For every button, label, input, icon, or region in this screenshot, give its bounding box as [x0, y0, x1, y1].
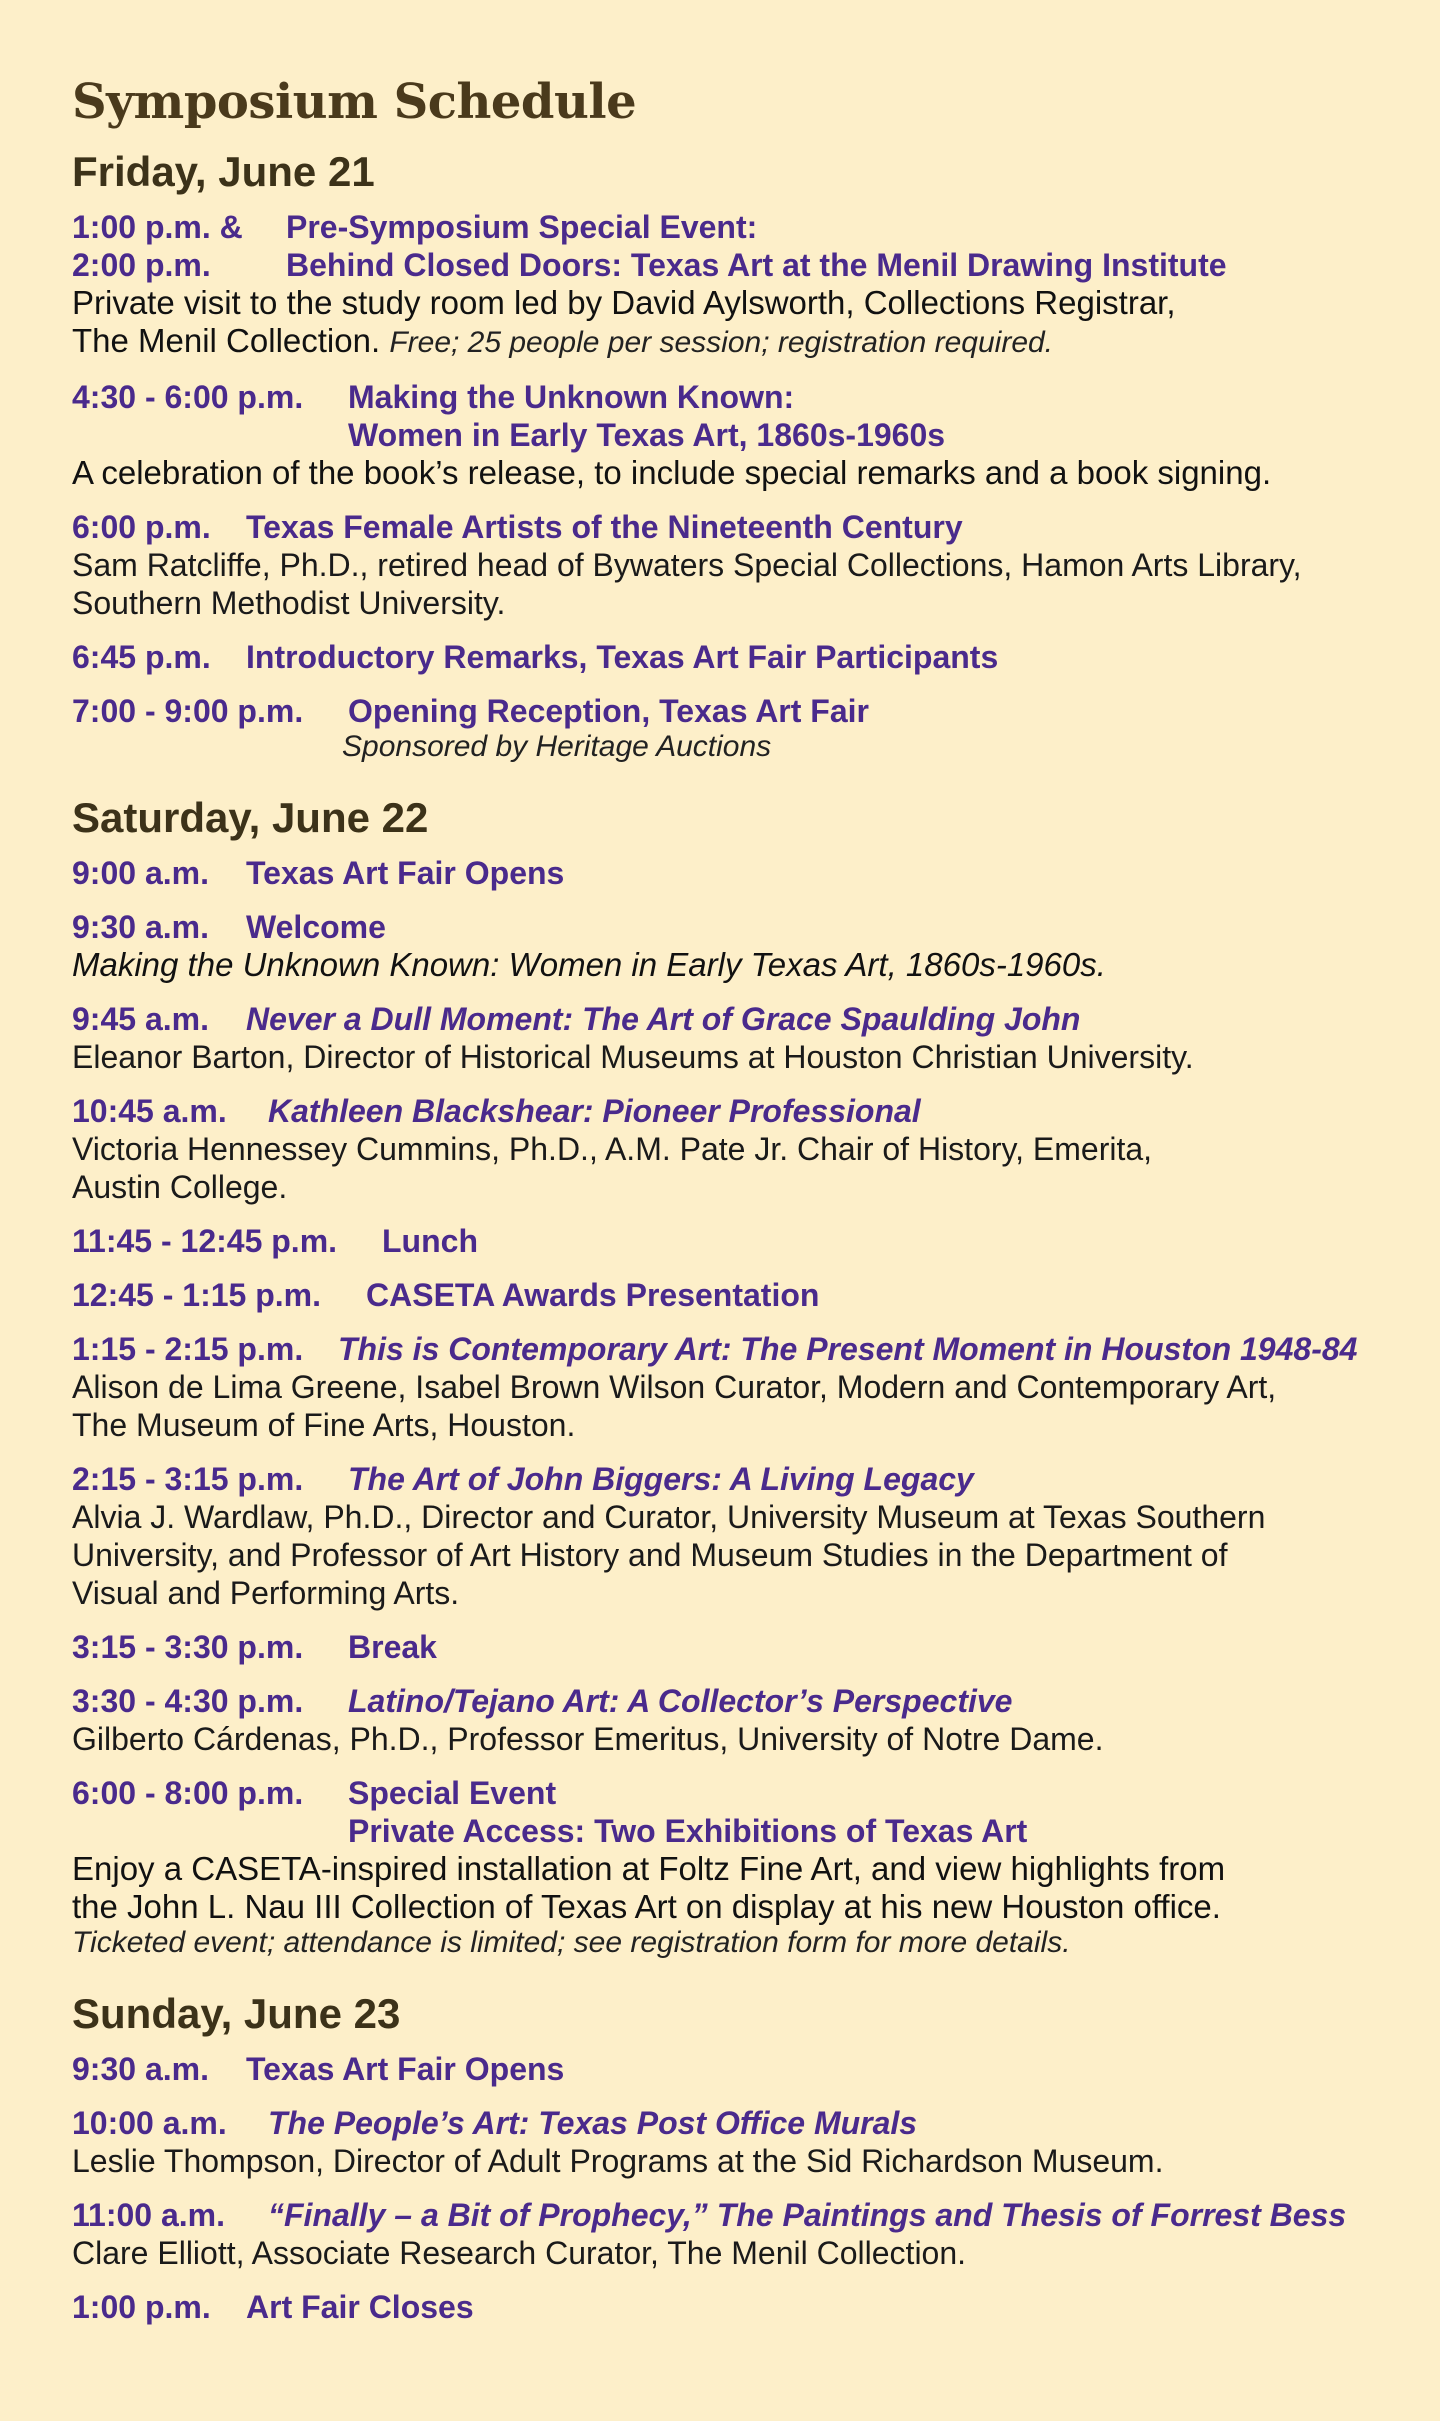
event-time: 3:15 - 3:30 p.m.	[72, 1629, 304, 1665]
event-title: Texas Art Fair Opens	[246, 2051, 565, 2087]
schedule-item	[72, 1682, 1380, 1758]
event-description: The Museum of Fine Arts, Houston.	[72, 1407, 576, 1443]
event-note: Sponsored by Heritage Auctions	[342, 730, 772, 763]
event-title: Welcome	[246, 909, 386, 945]
schedule-item	[72, 2104, 1380, 2180]
event-note: Ticketed event; attendance is limited; see registration form for more details.	[72, 1926, 1071, 1959]
event-description: Private visit to the study room led by David Aylsworth, Collections Registrar,	[72, 284, 1176, 321]
event-time: 11:45 - 12:45 p.m.	[72, 1223, 338, 1259]
event-description: Victoria Hennessey Cummins, Ph.D., A.M. Pate Jr. Chair of History, Emerita,	[72, 1131, 1153, 1167]
event-title: Women in Early Texas Art, 1860s-1960s	[348, 417, 946, 453]
event-time: 9:30 a.m.	[72, 2051, 209, 2087]
page-title: Symposium Schedule	[72, 74, 637, 130]
event-description: Alvia J. Wardlaw, Ph.D., Director and Curator, University Museum at Texas Southern	[72, 1499, 1266, 1535]
event-time: 1:00 p.m.	[72, 2289, 211, 2325]
event-description: Eleanor Barton, Director of Historical Museums at Houston Christian University.	[72, 1039, 1194, 1075]
event-description: Making the Unknown Known: Women in Early Texas Art, 1860s-1960s.	[72, 946, 1106, 983]
event-title: Introductory Remarks, Texas Art Fair Participants	[246, 639, 999, 675]
schedule-item	[72, 1628, 1380, 1666]
schedule-item	[72, 1460, 1380, 1612]
event-title: Behind Closed Doors: Texas Art at the Menil Drawing Institute	[286, 247, 1227, 283]
event-time: 11:00 a.m.	[72, 2197, 225, 2233]
schedule-item	[72, 2050, 1380, 2088]
event-time: 9:30 a.m.	[72, 909, 209, 945]
schedule-item	[72, 1222, 1380, 1260]
event-time: 10:00 a.m.	[72, 2105, 227, 2141]
event-description: Visual and Performing Arts.	[72, 1575, 460, 1611]
schedule-item	[72, 908, 1380, 984]
schedule-item	[72, 1774, 1380, 1960]
event-time: 1:00 p.m. &	[72, 209, 243, 245]
event-time: 2:15 - 3:15 p.m.	[72, 1461, 304, 1497]
event-description: University, and Professor of Art History and Museum Studies in the Department of	[72, 1537, 1228, 1573]
event-description: A celebration of the book’s release, to include special remarks and a book signing.	[72, 454, 1272, 491]
event-time: 3:30 - 4:30 p.m.	[72, 1683, 304, 1719]
event-title: Art Fair Closes	[246, 2289, 474, 2325]
event-title: Lunch	[382, 1223, 478, 1259]
schedule-item	[72, 1330, 1380, 1444]
schedule-item	[72, 508, 1380, 622]
event-title: Latino/Tejano Art: A Collector’s Perspective	[348, 1683, 1013, 1719]
event-time: 10:45 a.m.	[72, 1093, 227, 1129]
event-time: 6:00 p.m.	[72, 509, 211, 545]
event-time: 4:30 - 6:00 p.m.	[72, 379, 304, 415]
event-title: This is Contemporary Art: The Present Moment in Houston 1948-84	[338, 1331, 1358, 1367]
day-heading-saturday: Saturday, June 22	[72, 794, 429, 841]
schedule-item	[72, 854, 1380, 892]
schedule-item	[72, 208, 1380, 362]
event-description: the John L. Nau III Collection of Texas Art on display at his new Houston office.	[72, 1888, 1221, 1925]
schedule-item	[72, 2288, 1380, 2326]
event-description: The Menil Collection. Free; 25 people per session; registration required.	[72, 322, 1054, 359]
event-title: Private Access: Two Exhibitions of Texas Art	[348, 1813, 1028, 1849]
event-description: Sam Ratcliffe, Ph.D., retired head of Bywaters Special Collections, Hamon Arts Library,	[72, 547, 1302, 583]
event-description: Leslie Thompson, Director of Adult Programs at the Sid Richardson Museum.	[72, 2143, 1164, 2179]
event-title: Special Event	[348, 1775, 557, 1811]
event-time: 9:45 a.m.	[72, 1001, 209, 1037]
event-title: CASETA Awards Presentation	[366, 1277, 820, 1313]
event-title: Pre-Symposium Special Event:	[286, 209, 758, 245]
event-time: 2:00 p.m.	[72, 247, 211, 283]
event-title: The Art of John Biggers: A Living Legacy	[348, 1461, 974, 1497]
event-title: Texas Female Artists of the Nineteenth Century	[246, 509, 963, 545]
event-title: Texas Art Fair Opens	[246, 855, 565, 891]
schedule-item	[72, 378, 1380, 492]
event-description: Southern Methodist University.	[72, 585, 506, 621]
schedule-item	[72, 2196, 1380, 2272]
schedule-item	[72, 1092, 1380, 1206]
event-title: Break	[348, 1629, 437, 1665]
event-description: Clare Elliott, Associate Research Curator, The Menil Collection.	[72, 2235, 967, 2271]
event-description: Alison de Lima Greene, Isabel Brown Wilson Curator, Modern and Contemporary Art,	[72, 1369, 1277, 1405]
event-time: 1:15 - 2:15 p.m.	[72, 1331, 304, 1367]
event-title: The People’s Art: Texas Post Office Murals	[268, 2105, 918, 2141]
event-time: 6:00 - 8:00 p.m.	[72, 1775, 304, 1811]
event-description: Enjoy a CASETA-inspired installation at Foltz Fine Art, and view highlights from	[72, 1850, 1226, 1887]
event-time: 9:00 a.m.	[72, 855, 209, 891]
schedule-item	[72, 1000, 1380, 1076]
event-title: Never a Dull Moment: The Art of Grace Spaulding John	[246, 1001, 1081, 1037]
schedule-item	[72, 692, 1380, 764]
event-description: Gilberto Cárdenas, Ph.D., Professor Emeritus, University of Notre Dame.	[72, 1721, 1104, 1757]
schedule-item	[72, 638, 1380, 676]
schedule-item	[72, 1276, 1380, 1314]
event-time: 12:45 - 1:15 p.m.	[72, 1277, 321, 1313]
event-description: Austin College.	[72, 1169, 288, 1205]
event-title: Making the Unknown Known:	[348, 379, 795, 415]
event-note: Free; 25 people per session; registration required.	[389, 326, 1054, 359]
day-heading-friday: Friday, June 21	[72, 148, 375, 195]
event-time: 6:45 p.m.	[72, 639, 211, 675]
event-title: Opening Reception, Texas Art Fair	[348, 693, 869, 729]
event-time: 7:00 - 9:00 p.m.	[72, 693, 304, 729]
day-heading-sunday: Sunday, June 23	[72, 1990, 401, 2037]
event-title: “Finally – a Bit of Prophecy,” The Paintings and Thesis of Forrest Bess	[268, 2197, 1347, 2233]
event-title: Kathleen Blackshear: Pioneer Professional	[268, 1093, 921, 1129]
